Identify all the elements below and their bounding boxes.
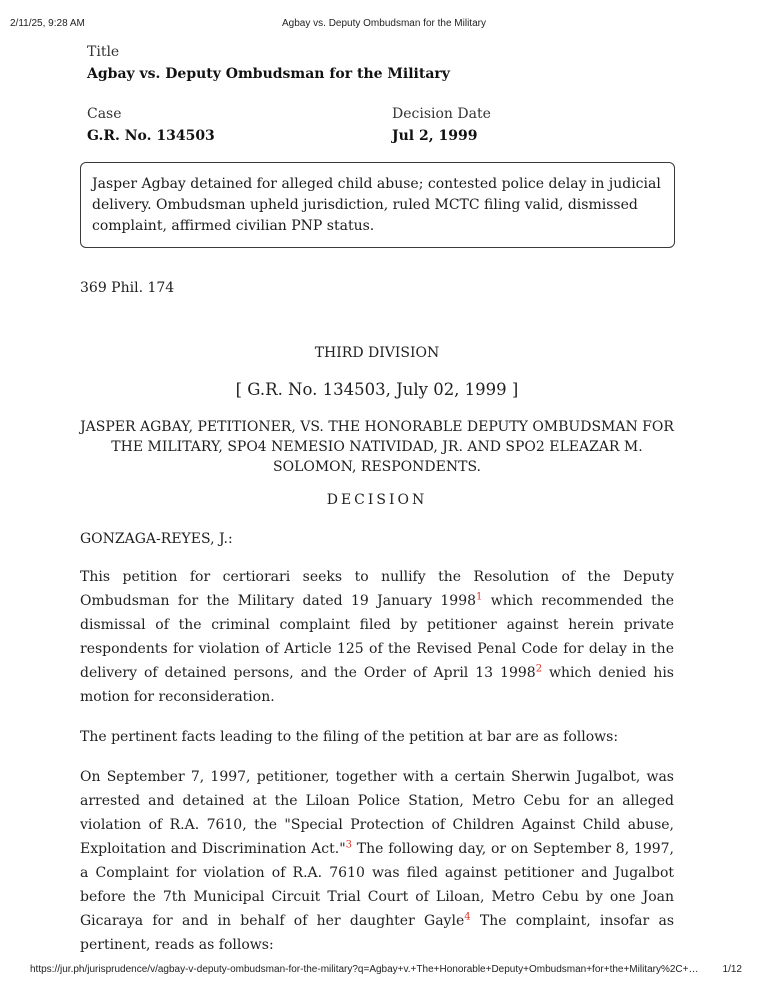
decision-date-label: Decision Date (392, 106, 491, 122)
case-block (87, 106, 215, 144)
decision-date-value: Jul 2, 1999 (392, 128, 478, 144)
print-url: https://jur.ph/jurisprudence/v/agbay-v-deputy-ombudsman-for-the-military?q=Agbay+v.+The+Honorable+Deputy+Ombudsman+for+the+Military%2C+… (30, 964, 699, 975)
case-summary: Jasper Agbay detained for alleged child abuse; contested police delay in judicial delivery. Ombudsman upheld jurisdiction, ruled MCTC filing valid, dismissed complaint, affirmed civilian PNP status. (80, 162, 675, 248)
paragraph-3-text-c: The complaint, insofar as pertinent, reads as follows: (80, 913, 674, 953)
phil-citation: 369 Phil. 174 (80, 280, 175, 296)
division-heading: THIRD DIVISION (314, 345, 440, 361)
case-label: Case (87, 106, 122, 122)
print-page-title: Agbay vs. Deputy Ombudsman for the Military (282, 18, 486, 29)
paragraph-1-text-a: This petition for certiorari seeks to nullify the Resolution of the Deputy Ombudsman for the Military dated 19 January 1998 (80, 569, 674, 609)
print-page-number: 1/12 (722, 964, 742, 975)
document-body (80, 278, 674, 957)
print-footer (0, 964, 768, 978)
footnote-link-1[interactable]: 1 (476, 591, 483, 603)
title-value: Agbay vs. Deputy Ombudsman for the Military (87, 66, 450, 82)
paragraph-3-text-b: The following day, or on September 8, 1997, a Complaint for violation of R.A. 7610 was filed against petitioner and Jugalbot before the 7th Municipal Circuit Trial Court of Liloan, Metro Cebu by one Joan Gicaraya for and in behalf of her daughter Gayle (80, 841, 674, 929)
footnote-link-4[interactable]: 4 (464, 911, 471, 923)
paragraph-1-text-b: which recommended the dismissal of the criminal complaint filed by petitioner against herein private respondents for violation of Article 125 of the Revised Penal Code for delay in the delivery of detained persons, and the Order of April 13 1998 (80, 593, 674, 681)
title-label: Title (87, 44, 120, 60)
gr-heading: [ G.R. No. 134503, July 02, 1999 ] (235, 380, 519, 399)
parties-heading: JASPER AGBAY, PETITIONER, VS. THE HONORABLE DEPUTY OMBUDSMAN FOR THE MILITARY, SPO4 NEMESIO NATIVIDAD, JR. AND SPO2 ELEAZAR M. SOLOMON, RESPONDENTS. (80, 419, 674, 475)
footnote-link-2[interactable]: 2 (535, 663, 543, 675)
decision-heading: DECISION (326, 492, 428, 508)
paragraph-3-text-a: On September 7, 1997, petitioner, together with a certain Sherwin Jugalbot, was arrested and detained at the Liloan Police Station, Metro Cebu for an alleged violation of R.A. 7610, the "Special Protection of Children Against Child abuse, Exploitation and Discrimination Act." (80, 769, 674, 857)
case-value: G.R. No. 134503 (87, 128, 215, 144)
ponente: GONZAGA-REYES, J.: (80, 531, 233, 547)
decision-date-block (392, 106, 491, 144)
paragraph-1-text-c: which denied his motion for reconsideration. (80, 665, 674, 705)
title-block (87, 44, 450, 82)
paragraph-1 (80, 565, 674, 709)
print-datetime: 2/11/25, 9:28 AM (10, 18, 85, 29)
paragraph-2: The pertinent facts leading to the filing of the petition at bar are as follows: (80, 729, 619, 745)
print-header (0, 18, 768, 32)
paragraph-3 (80, 765, 674, 957)
footnote-link-3[interactable]: 3 (345, 839, 353, 851)
